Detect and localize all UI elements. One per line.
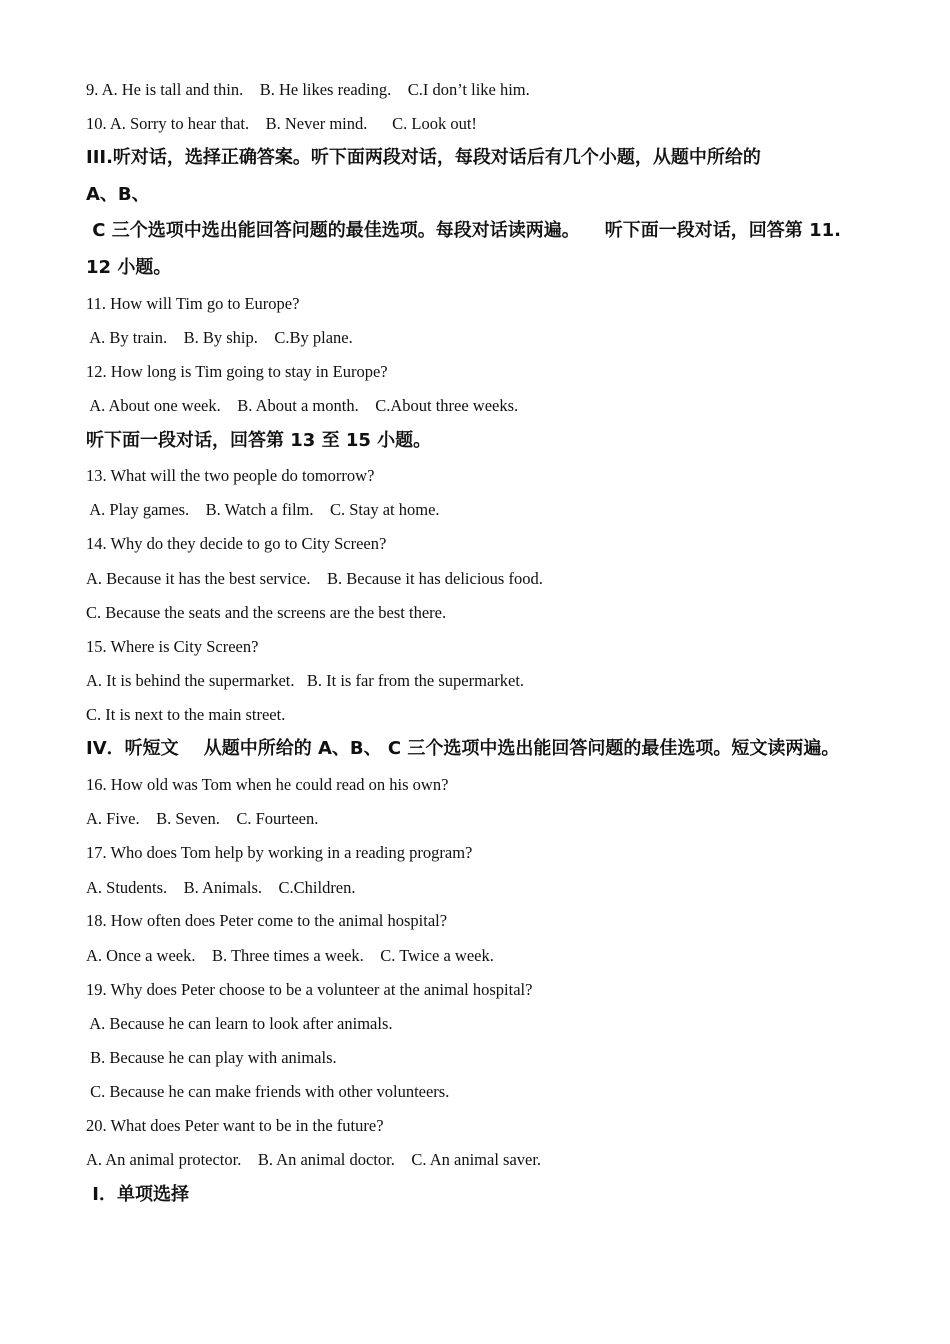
q17-options: A. Students. B. Animals. C.Children. [86, 878, 356, 897]
q10-options: 10. A. Sorry to hear that. B. Never mind. C. Look out! [86, 114, 477, 133]
q15-option-c: C. It is next to the main street. [86, 705, 286, 724]
q14-option-c: C. Because the seats and the screens are the best there. [86, 603, 447, 622]
q13-question: 13. What will the two people do tomorrow? [86, 466, 375, 485]
dialogue-2-heading: 听下面一段对话，回答第 13 至 15 小题。 [86, 430, 432, 451]
q20-options: A. An animal protector. B. An animal doctor. C. An animal saver. [86, 1150, 542, 1169]
q11-options: A. By train. B. By ship. C.By plane. [86, 328, 353, 347]
q16-question: 16. How old was Tom when he could read on his own? [86, 775, 449, 794]
q15-options-ab: A. It is behind the supermarket. B. It is far from the supermarket. [86, 671, 525, 690]
q18-question: 18. How often does Peter come to the animal hospital? [86, 911, 448, 930]
q19-question: 19. Why does Peter choose to be a volunteer at the animal hospital? [86, 980, 533, 999]
section-iii-heading-cont: A、B、 [86, 184, 150, 205]
q18-options: A. Once a week. B. Three times a week. C. Twice a week. [86, 946, 494, 965]
q12-options: A. About one week. B. About a month. C.About three weeks. [86, 396, 519, 415]
q14-question: 14. Why do they decide to go to City Screen? [86, 534, 387, 553]
section-iv-heading: IV．听短文 从题中所给的 A、B、 C 三个选项中选出能回答问题的最佳选项。短文读两遍。 [86, 738, 840, 759]
q12-question: 12. How long is Tim going to stay in Europe? [86, 362, 388, 381]
q9-options: 9. A. He is tall and thin. B. He likes reading. C.I don’t like him. [86, 80, 530, 99]
q19-option-b: B. Because he can play with animals. [86, 1048, 337, 1067]
section-iii-instructions-cont: 12 小题。 [86, 257, 172, 278]
q16-options: A. Five. B. Seven. C. Fourteen. [86, 809, 319, 828]
q17-question: 17. Who does Tom help by working in a reading program? [86, 843, 473, 862]
section-single-choice-heading: I．单项选择 [86, 1184, 189, 1205]
q20-question: 20. What does Peter want to be in the future? [86, 1116, 384, 1135]
q13-options: A. Play games. B. Watch a film. C. Stay at home. [86, 500, 440, 519]
q11-question: 11. How will Tim go to Europe? [86, 294, 300, 313]
section-iii-heading: III.听对话，选择正确答案。听下面两段对话，每段对话后有几个小题，从题中所给的 [86, 147, 761, 168]
q14-options-ab: A. Because it has the best service. B. Because it has delicious food. [86, 569, 543, 588]
section-iii-instructions: C 三个选项中选出能回答问题的最佳选项。每段对话读两遍。 听下面一段对话，回答第 11. [86, 220, 841, 241]
q19-option-c: C. Because he can make friends with other volunteers. [86, 1082, 450, 1101]
q15-question: 15. Where is City Screen? [86, 637, 259, 656]
q19-option-a: A. Because he can learn to look after animals. [86, 1014, 393, 1033]
